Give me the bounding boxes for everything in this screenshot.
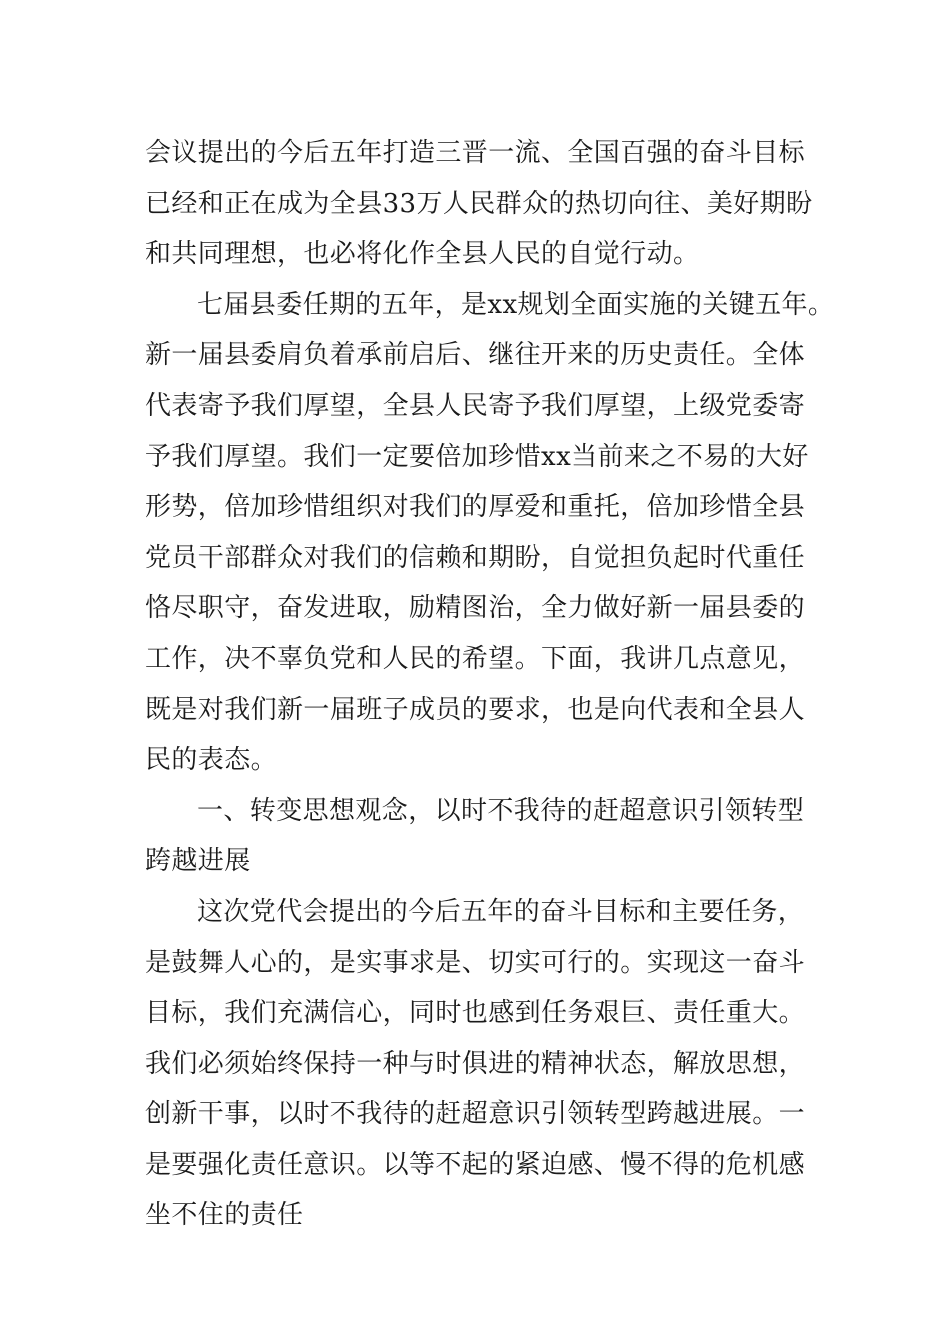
text-line: 代表寄予我们厚望，全县人民寄予我们厚望，上级党委寄 [145,390,806,421]
text-line: 已经和正在成为全县33万人民群众的热切向往、美好期盼 [145,188,813,219]
text-line: 坐不住的责任 [145,1200,304,1231]
text-line: 恪尽职守，奋发进取，励精图治，全力做好新一届县委的 [145,593,806,624]
section-heading-line: 跨越进展 [145,846,251,877]
text-line: 是要强化责任意识。以等不起的紧迫感、慢不得的危机感 [145,1149,806,1180]
text-line: 创新干事，以时不我待的赶超意识引领转型跨越进展。一 [145,1099,806,1130]
text-line: 会议提出的今后五年打造三晋一流、全国百强的奋斗目标 [145,138,806,168]
section-heading-line: 一、转变思想观念，以时不我待的赶超意识引领转型 [197,795,805,826]
text-line: 党员干部群众对我们的信赖和期盼，自觉担负起时代重任 [145,542,806,573]
body-text [145,128,835,1241]
text-line: 我们必须始终保持一种与时俱进的精神状态，解放思想， [145,1048,806,1079]
text-line: 形势，倍加珍惜组织对我们的厚爱和重托，倍加珍惜全县 [145,492,806,523]
paragraph-start-line: 这次党代会提出的今后五年的奋斗目标和主要任务， [197,896,805,927]
text-line: 工作，决不辜负党和人民的希望。下面，我讲几点意见， [145,643,806,674]
paragraph-start-line: 七届县委任期的五年，是xx规划全面实施的关键五年。 [197,289,835,320]
text-line: 予我们厚望。我们一定要倍加珍惜xx当前来之不易的大好 [145,441,809,472]
text-line: 和共同理想，也必将化作全县人民的自觉行动。 [145,239,700,270]
text-line: 民的表态。 [145,745,278,776]
text-line: 目标，我们充满信心，同时也感到任务艰巨、责任重大。 [145,998,806,1029]
text-line: 新一届县委肩负着承前启后、继往开来的历史责任。全体 [145,340,806,371]
text-line: 是鼓舞人心的，是实事求是、切实可行的。实现这一奋斗 [145,947,806,978]
text-line: 既是对我们新一届班子成员的要求，也是向代表和全县人 [145,694,806,725]
